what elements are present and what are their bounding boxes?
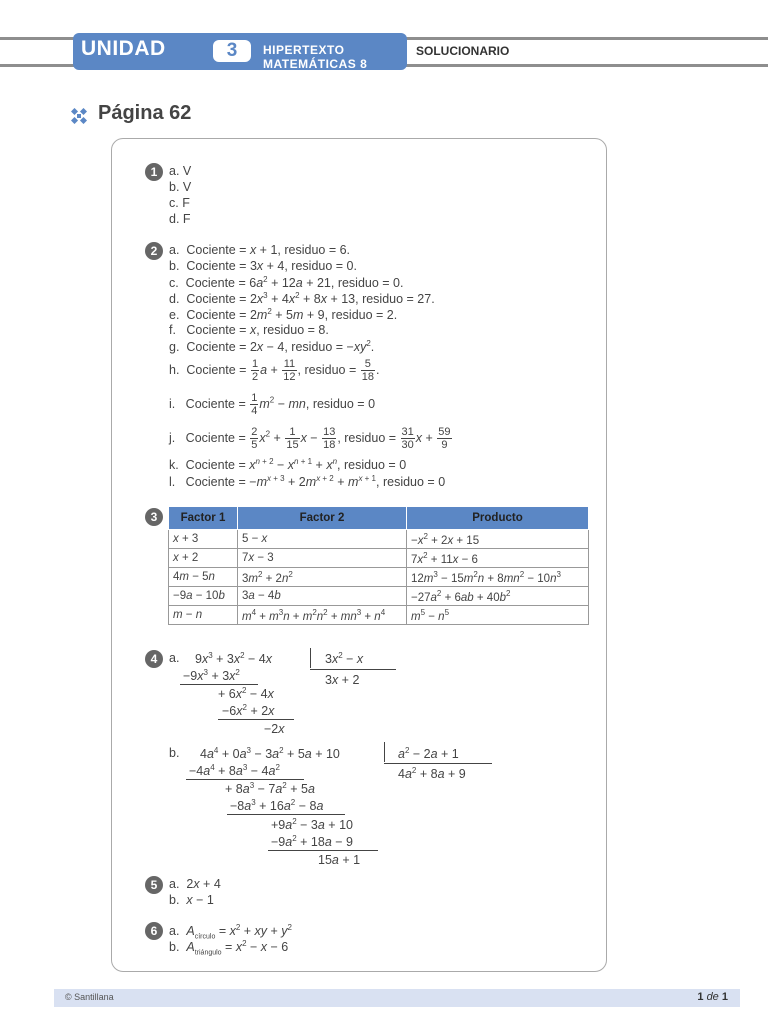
exercise-2-badge: 2	[145, 242, 163, 260]
ex2-item-e: e. Cociente = $2m^2 + 5m + 9$, residuo = 2.	[169, 307, 398, 323]
page-current: 1	[697, 991, 704, 1003]
ex2-item-g: g. Cociente = 2x − 4, residuo = $-xy^2$.	[169, 339, 375, 355]
ex2-item-c: c. Cociente = $6a^2 + 12a + 21$, residuo = 0.	[169, 275, 404, 291]
col-header-factor2: Factor 2	[238, 507, 407, 530]
ex6-item-b: b. $A_{triángulo} = x^2 - x - 6$	[169, 939, 289, 957]
ex4b-quotient: $4a^2 + 8a + 9$	[398, 766, 466, 782]
ex4b-remainder: 15a + 1	[318, 853, 361, 867]
ex4b-step3: $-8a^3 + 16a^2 - 8a$	[230, 798, 324, 814]
ex2-item-h: h. Cociente = $\frac{1}{2}$ a + $\frac{11}{12}$ , residuo = $\frac{5}{18}$ .	[169, 358, 380, 383]
footer-bar	[54, 989, 740, 1007]
exercise-5-badge: 5	[145, 876, 163, 894]
ex4a-division-bar	[310, 648, 311, 668]
exercise-4-badge: 4	[145, 650, 163, 668]
ex2-item-d: d. Cociente = $2x^3 + 4x^2 + 8x + 13$, residuo = 27.	[169, 291, 435, 307]
ex4b-dividend: $4a^4 + 0a^3 - 3a^2 + 5a + 10$	[200, 746, 340, 762]
ex1-item: d. F	[169, 212, 191, 226]
copyright: © Santillana	[65, 992, 114, 1002]
ex4a-rule2	[218, 719, 294, 720]
ex4a-divisor-rule	[310, 669, 396, 670]
ex4a-remainder: −2x	[264, 722, 285, 736]
ex4b-divisor-rule	[384, 763, 492, 764]
ex4b-step1: $-4a^4 + 8a^3 - 4a^2$	[189, 763, 280, 779]
ex4b-rule1	[186, 779, 304, 780]
exercise-3-badge: 3	[145, 508, 163, 526]
ex5-item-a: a. 2x + 4	[169, 877, 221, 891]
page-title: Página 62	[98, 102, 192, 124]
exercise-6-badge: 6	[145, 922, 163, 940]
ex4a-quotient: 3x + 2	[325, 673, 360, 687]
unit-banner	[73, 33, 407, 70]
ex4a-step2: + $6x^2 - 4x$	[218, 686, 274, 702]
table-row: 4m − 5n $3m^2 + 2n^2$ $12m^3 - 15m^2n + 8mn^2 - 10n^3$	[169, 568, 589, 587]
page-of: de	[706, 991, 719, 1003]
table-row: −9a − 10b 3a − 4b $-27a^2 + 6ab + 40b^2$	[169, 587, 589, 606]
ex4b-step2: + $8a^3 - 7a^2 + 5a$	[225, 781, 315, 797]
ex4a-divisor: $3x^2 - x$	[325, 651, 364, 667]
ex4b-division-bar	[384, 742, 385, 762]
ex2-item-b: b. Cociente = 3x + 4, residuo = 0.	[169, 259, 357, 273]
ex2-item-a: a. Cociente = x + 1, residuo = 6.	[169, 243, 351, 257]
ex4b-divisor: $a^2 - 2a + 1$	[398, 746, 459, 762]
ex4a-label: a.	[169, 651, 180, 665]
ex2-item-j: j. Cociente = $\frac{2}{5}$ $x^2$ + $\frac{1}{15}$ x − $\frac{13}{18}$ , residuo = $\frac{31}{30}$ x + $\frac{59}{9}$	[169, 426, 451, 451]
ex4b-step5: $-9a^2 + 18a - 9$	[271, 834, 353, 850]
ex2-item-i: i. Cociente = $\frac{1}{4}$ $m^2$ − mn, residuo = 0	[169, 392, 376, 417]
ex4b-rule3	[268, 850, 378, 851]
unit-label: UNIDAD	[81, 37, 166, 60]
section-label: SOLUCIONARIO	[416, 44, 510, 58]
ex4a-step3: $-6x^2 + 2x$	[222, 703, 275, 719]
ex1-item: a. V	[169, 164, 192, 178]
exercise-1-badge: 1	[145, 163, 163, 181]
page-indicator	[697, 991, 728, 1003]
col-header-product: Producto	[407, 507, 589, 530]
page-total: 1	[721, 991, 728, 1003]
table-row: x + 2 7x − 3 $7x^2 + 11x - 6$	[169, 549, 589, 568]
ex2-item-k: k. Cociente = $x^{n + 2} - x^{n + 1} + x^n$, residuo = 0	[169, 457, 407, 473]
ex6-item-a: a. $A_{círculo} = x^2$ + xy + $y^2$	[169, 923, 292, 941]
product-table	[168, 506, 589, 625]
ex4b-label: b.	[169, 746, 180, 760]
cross-bullet-icon	[71, 108, 87, 124]
ex5-item-b: b. x − 1	[169, 893, 214, 907]
ex4b-step4: $+9a^2 - 3a + 10$	[271, 817, 353, 833]
table-row: m − n $m^4 + m^3n + m^2n^2 + mn^3 + n^4$ $m^5 - n^5$	[169, 606, 589, 625]
book-title: HIPERTEXTO MATEMÁTICAS 8	[263, 43, 368, 71]
unit-number: 3	[213, 40, 251, 62]
ex4a-step1: $-9x^3 + 3x^2$	[183, 668, 240, 684]
ex2-item-f: f. Cociente = x, residuo = 8.	[169, 323, 329, 337]
col-header-factor1: Factor 1	[169, 507, 238, 530]
ex4b-rule2	[227, 814, 345, 815]
ex1-item: c. F	[169, 196, 190, 210]
ex2-item-l: l. Cociente = $-m^{x + 3} + 2m^{x + 2} + m^{x + 1}$, residuo = 0	[169, 474, 446, 490]
ex4a-rule1	[180, 684, 258, 685]
ex1-item: b. V	[169, 180, 192, 194]
ex4a-dividend: $9x^3 + 3x^2 - 4x$	[195, 651, 273, 667]
table-row: x + 3 5 − x $-x^2 + 2x + 15$	[169, 530, 589, 549]
